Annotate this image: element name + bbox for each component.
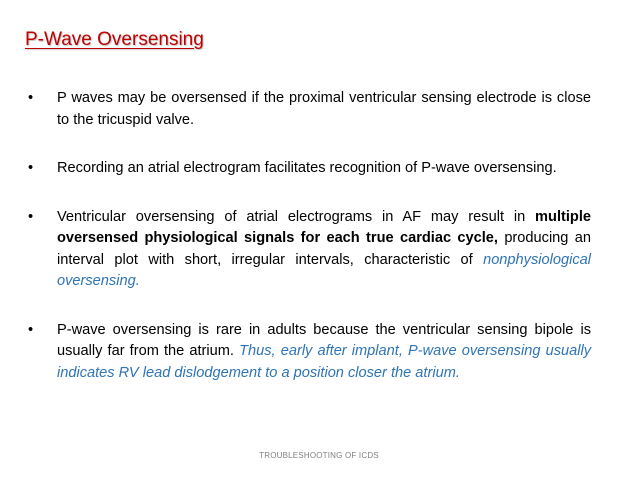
bullet-item [27,207,591,293]
bullet-text: P waves may be oversensed if the proximal ventricular sensing electrode is close to the tricuspid valve. [57,90,591,128]
bullet-text: producing an interval plot with short, irregular intervals, characteristic of [57,230,591,268]
bullet-text: Recording an atrial electrogram facilitates recognition of P-wave oversensing. [57,160,557,176]
bullet-list [27,88,591,411]
bullet-text: Ventricular oversensing of atrial electrograms in AF may result in [57,208,536,225]
bullet-text: P-wave oversensing is rare in adults because the ventricular sensing bipole is usually far from the atrium. [57,321,591,359]
bullet-bold-text: multiple oversensed physiological signals for each true cardiac cycle, [57,208,591,246]
bullet-emphasis-text: nonphysiological oversensing. [57,251,591,289]
slide-title: P-Wave Oversensing [25,29,204,50]
bullet-dot: • [28,160,34,176]
bullet-item [27,158,591,180]
bullet-dot: • [28,90,34,106]
slide-footer: TROUBLESHOOTING OF ICDS [259,451,379,460]
bullet-dot: • [28,208,34,225]
bullet-emphasis-text: Thus, early after implant, P-wave oversensing usually indicates RV lead dislodgement to a position closer the atrium. [57,343,591,381]
bullet-item [27,88,591,131]
bullet-item [27,320,591,385]
bullet-dot: • [28,321,34,338]
